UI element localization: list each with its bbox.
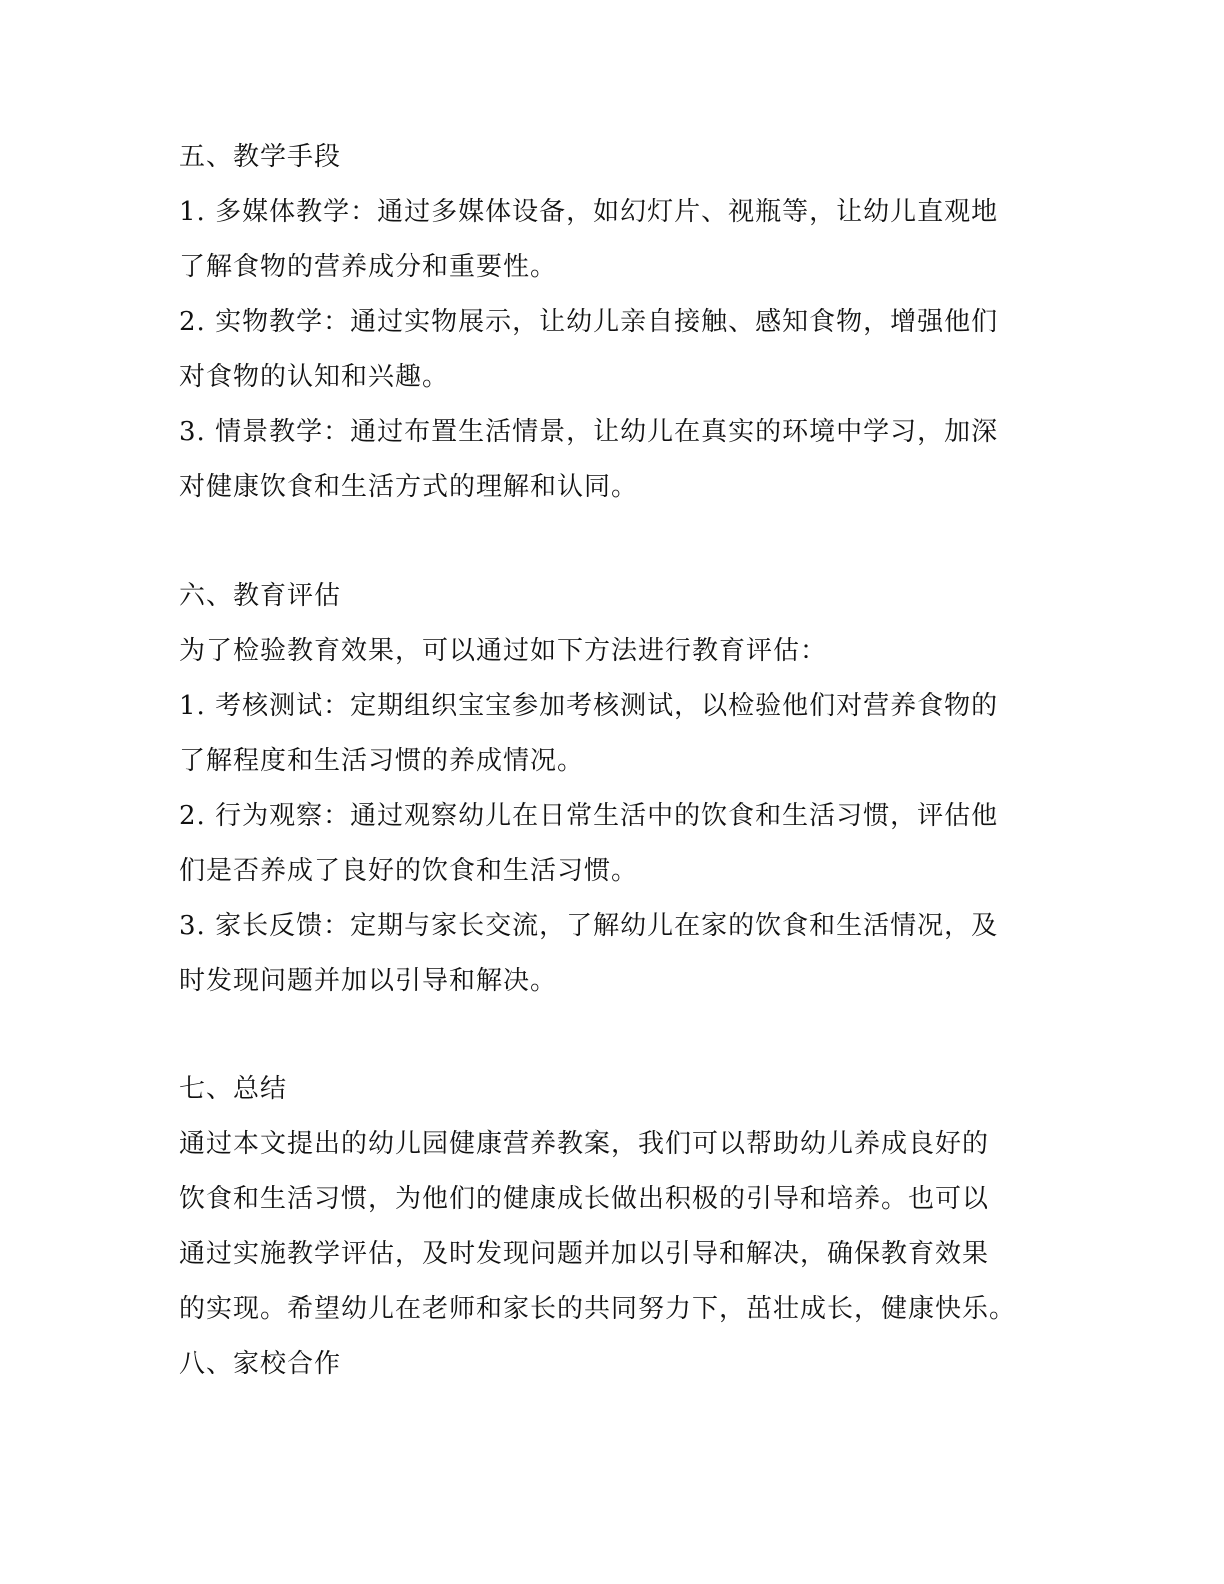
paragraph-line: 的实现。希望幼儿在老师和家长的共同努力下，茁壮成长，健康快乐。 [179, 1294, 1017, 1324]
paragraph-line: 通过实施教学评估，及时发现问题并加以引导和解决，确保教育效果 [179, 1239, 990, 1269]
paragraph-line: 对食物的认知和兴趣。 [179, 362, 450, 392]
paragraph-line: 3. 家长反馈：定期与家长交流，了解幼儿在家的饮食和生活情况，及 [179, 911, 999, 941]
paragraph-line: 饮食和生活习惯，为他们的健康成长做出积极的引导和培养。也可以 [179, 1184, 990, 1214]
section-heading: 七、总结 [179, 1074, 288, 1104]
paragraph-line: 通过本文提出的幼儿园健康营养教案，我们可以帮助幼儿养成良好的 [179, 1129, 990, 1159]
paragraph-line: 们是否养成了良好的饮食和生活习惯。 [179, 856, 639, 886]
paragraph-line: 了解食物的营养成分和重要性。 [179, 252, 558, 282]
paragraph-line: 时发现问题并加以引导和解决。 [179, 966, 558, 996]
paragraph-line: 3. 情景教学：通过布置生活情景，让幼儿在真实的环境中学习，加深 [179, 417, 999, 447]
paragraph-line: 对健康饮食和生活方式的理解和认同。 [179, 472, 639, 502]
section-heading: 六、教育评估 [179, 581, 342, 611]
paragraph-line: 2. 实物教学：通过实物展示，让幼儿亲自接触、感知食物，增强他们 [179, 307, 999, 337]
section-heading: 五、教学手段 [179, 142, 342, 172]
paragraph-line: 了解程度和生活习惯的养成情况。 [179, 746, 585, 776]
paragraph-line: 为了检验教育效果，可以通过如下方法进行教育评估： [179, 636, 828, 666]
paragraph-line: 1. 多媒体教学：通过多媒体设备，如幻灯片、视瓶等，让幼儿直观地 [179, 197, 999, 227]
section-heading: 八、家校合作 [179, 1349, 342, 1379]
paragraph-line: 2. 行为观察：通过观察幼儿在日常生活中的饮食和生活习惯，评估他 [179, 801, 999, 831]
paragraph-line: 1. 考核测试：定期组织宝宝参加考核测试，以检验他们对营养食物的 [179, 691, 999, 721]
